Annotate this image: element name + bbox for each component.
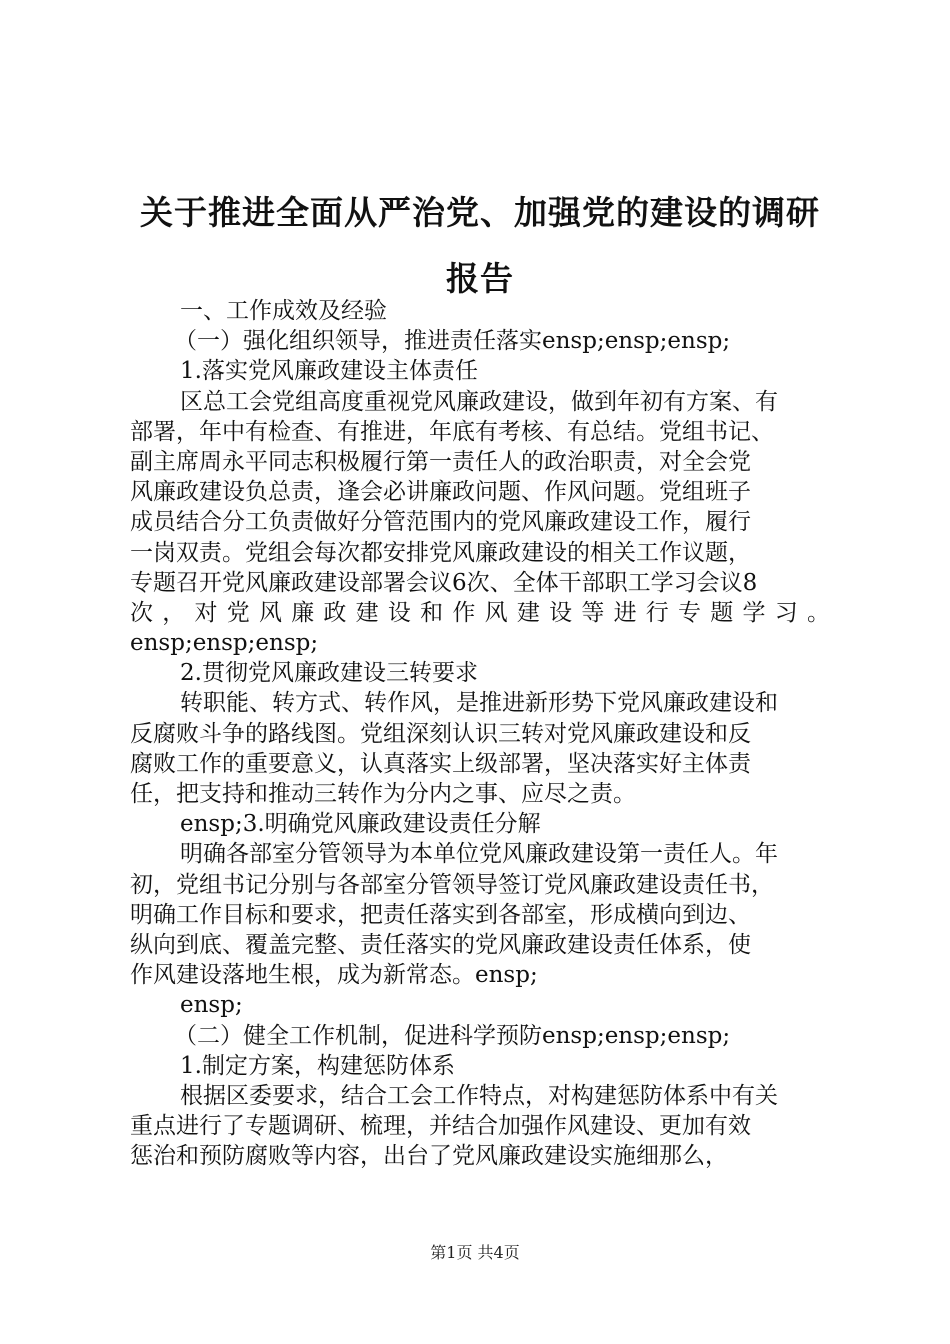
paragraph-line: 反腐败斗争的路线图。党组深刻认识三转对党风廉政建设和反 [130, 720, 751, 747]
item-heading: 1.落实党风廉政建设主体责任 [180, 358, 478, 385]
paragraph-line: 初，党组书记分别与各部室分管领导签订党风廉政建设责任书， [130, 871, 774, 898]
paragraph-line: 专题召开党风廉政建设部署会议6次、全体干部职工学习会议8 [130, 569, 758, 596]
title-line-2: 报告 [446, 259, 514, 298]
subsection-heading: （二）健全工作机制，促进科学预防ensp;ensp;ensp; [174, 1022, 731, 1049]
paragraph-line: 腐败工作的重要意义，认真落实上级部署，坚决落实好主体责 [130, 750, 751, 777]
item-heading: 2.贯彻党风廉政建设三转要求 [180, 660, 478, 687]
paragraph-line: 一岗双责。党组会每次都安排党风廉政建设的相关工作议题， [130, 539, 751, 566]
paragraph-line: 区总工会党组高度重视党风廉政建设，做到年初有方案、有 [180, 388, 778, 415]
document-body [130, 296, 830, 1171]
paragraph-line: 纵向到底、覆盖完整、责任落实的党风廉政建设责任体系，使 [130, 931, 751, 958]
paragraph-line: 次，对党风廉政建设和作风建设等进行专题学习。 [130, 599, 830, 626]
paragraph-line: 明确各部室分管领导为本单位党风廉政建设第一责任人。年 [180, 841, 778, 868]
paragraph-line: 重点进行了专题调研、梳理，并结合加强作风建设、更加有效 [130, 1113, 751, 1140]
title-line-1: 关于推进全面从严治党、加强党的建设的调研 [140, 193, 820, 232]
paragraph-line: 副主席周永平同志积极履行第一责任人的政治职责，对全会党 [130, 448, 751, 475]
section-heading: 一、工作成效及经验 [180, 298, 387, 324]
paragraph-line: 风廉政建设负总责，逢会必讲廉政问题、作风问题。党组班子 [130, 479, 751, 506]
item-heading: ensp;3.明确党风廉政建设责任分解 [180, 811, 541, 838]
page-number-footer: 第1页 共4页 [430, 1243, 520, 1262]
document-title [120, 180, 840, 312]
paragraph-line: 任，把支持和推动三转作为分内之事、应尽之责。 [130, 781, 636, 807]
item-heading: 1.制定方案，构建惩防体系 [180, 1052, 455, 1079]
paragraph-line: 明确工作目标和要求，把责任落实到各部室，形成横向到边、 [130, 901, 751, 928]
paragraph-line: 部署，年中有检查、有推进，年底有考核、有总结。党组书记、 [130, 418, 774, 445]
paragraph-line: 转职能、转方式、转作风，是推进新形势下党风廉政建设和 [180, 690, 778, 717]
paragraph-line: ensp;ensp;ensp; [130, 630, 319, 657]
paragraph-line: ensp; [180, 992, 243, 1019]
paragraph-line: 惩治和预防腐败等内容，出台了党风廉政建设实施细那么， [130, 1143, 728, 1170]
subsection-heading: （一）强化组织领导，推进责任落实ensp;ensp;ensp; [174, 328, 731, 355]
paragraph-line: 根据区委要求，结合工会工作特点，对构建惩防体系中有关 [180, 1082, 778, 1109]
paragraph-line: 作风建设落地生根，成为新常态。ensp; [130, 962, 538, 989]
paragraph-line: 成员结合分工负责做好分管范围内的党风廉政建设工作，履行 [130, 509, 751, 536]
